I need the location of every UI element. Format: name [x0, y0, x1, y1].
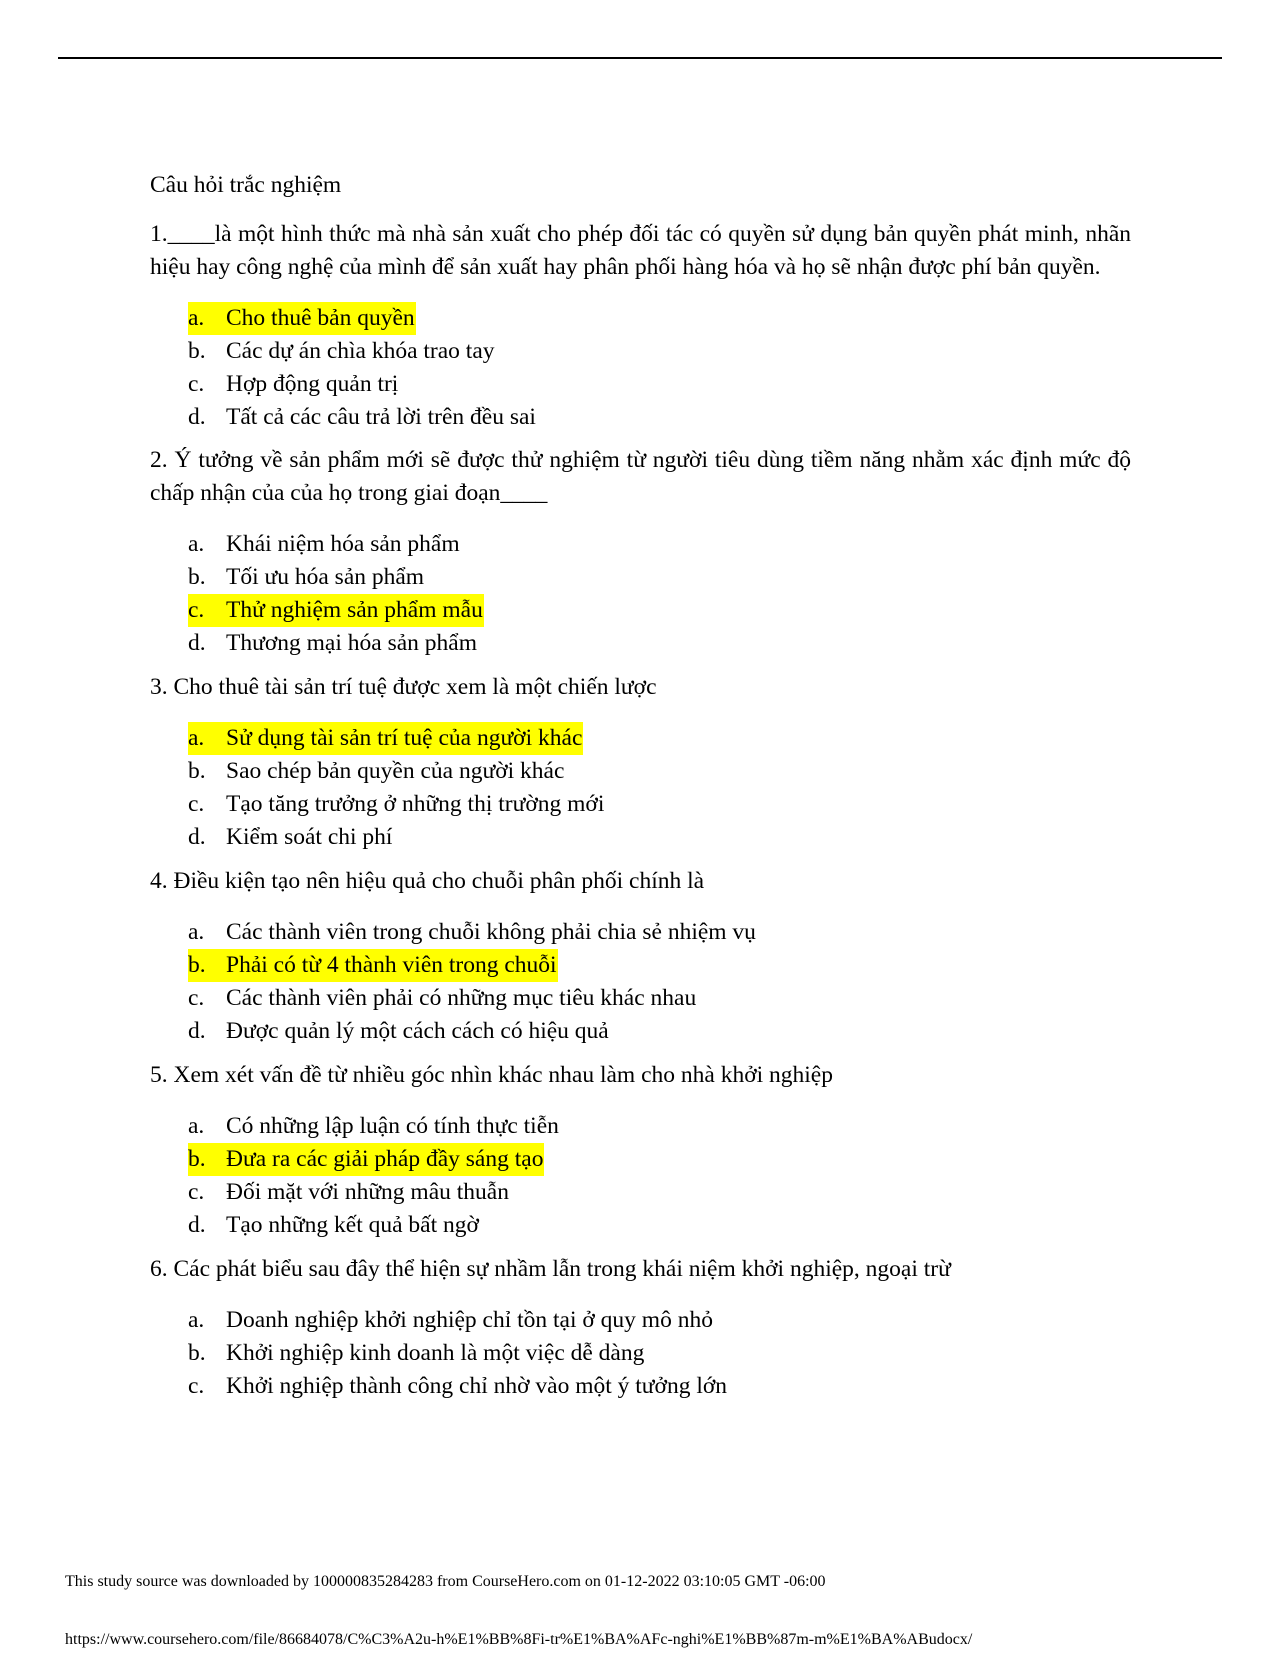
option-text: Tất cả các câu trả lời trên đều sai [226, 404, 536, 430]
document-body [150, 168, 1131, 1403]
option-item [188, 982, 1131, 1015]
option-text: Được quản lý một cách cách có hiệu quả [226, 1018, 609, 1044]
option-text: Thử nghiệm sản phẩm mẫu [226, 597, 483, 623]
option-letter: b. [188, 1146, 206, 1172]
option-letter: d. [188, 630, 206, 656]
option-item [188, 755, 1131, 788]
question-text: 2. Ý tưởng về sản phẩm mới sẽ được thử nghiệm từ người tiêu dùng tiềm năng nhằm xác định mức độ chấp nhận của của họ trong giai đoạn____ [150, 447, 1131, 506]
question-text: 3. Cho thuê tài sản trí tuệ được xem là một chiến lược [150, 674, 657, 700]
question-1 [150, 218, 1131, 434]
download-source-notice: This study source was downloaded by 100000835284283 from CourseHero.com on 01-12-2022 03:10:05 GMT -06:00 [65, 1573, 826, 1590]
option-list [150, 1110, 1131, 1242]
option-item [188, 594, 1131, 627]
option-text: Thương mại hóa sản phẩm [226, 630, 477, 656]
option-letter: a. [188, 725, 205, 751]
question-5 [150, 1058, 1131, 1242]
option-item [188, 1370, 1131, 1403]
option-item [188, 916, 1131, 949]
option-text: Tạo những kết quả bất ngờ [226, 1212, 479, 1238]
option-text: Cho thuê bản quyền [226, 305, 415, 331]
option-list [150, 916, 1131, 1048]
option-letter: b. [188, 1340, 206, 1366]
option-text: Tạo tăng trưởng ở những thị trường mới [226, 791, 605, 817]
option-item [188, 335, 1131, 368]
option-text: Khởi nghiệp thành công chỉ nhờ vào một ý tưởng lớn [226, 1373, 728, 1399]
option-letter: a. [188, 1307, 205, 1333]
option-list [150, 1304, 1131, 1403]
option-text: Đưa ra các giải pháp đầy sáng tạo [226, 1146, 544, 1172]
option-text: Các thành viên trong chuỗi không phải chia sẻ nhiệm vụ [226, 919, 756, 945]
option-item [188, 1337, 1131, 1370]
question-4 [150, 864, 1131, 1048]
option-letter: c. [188, 371, 205, 397]
option-letter: a. [188, 1113, 205, 1139]
option-letter: d. [188, 404, 206, 430]
header-rule [58, 57, 1222, 59]
document-title: Câu hỏi trắc nghiệm [150, 172, 342, 198]
option-item [188, 1209, 1131, 1242]
option-item [188, 1304, 1131, 1337]
option-item [188, 821, 1131, 854]
option-letter: c. [188, 597, 205, 623]
option-item [188, 1015, 1131, 1048]
option-item [188, 722, 1131, 755]
question-text: 6. Các phát biểu sau đây thể hiện sự nhầm lẫn trong khái niệm khởi nghiệp, ngoại trừ [150, 1256, 951, 1282]
option-item [188, 1143, 1131, 1176]
option-letter: c. [188, 1373, 205, 1399]
option-item [188, 561, 1131, 594]
option-text: Các thành viên phải có những mục tiêu khác nhau [226, 985, 697, 1011]
option-letter: b. [188, 758, 206, 784]
question-text: 5. Xem xét vấn đề từ nhiều góc nhìn khác nhau làm cho nhà khởi nghiệp [150, 1062, 833, 1088]
option-list [150, 528, 1131, 660]
option-item [188, 1176, 1131, 1209]
option-letter: a. [188, 531, 205, 557]
option-item [188, 368, 1131, 401]
option-text: Sử dụng tài sản trí tuệ của người khác [226, 725, 583, 751]
option-letter: b. [188, 564, 206, 590]
option-text: Phải có từ 4 thành viên trong chuỗi [226, 952, 557, 978]
option-letter: b. [188, 952, 206, 978]
option-list [150, 722, 1131, 854]
option-text: Khởi nghiệp kinh doanh là một việc dễ dàng [226, 1340, 645, 1366]
option-letter: b. [188, 338, 206, 364]
option-item [188, 401, 1131, 434]
option-text: Khái niệm hóa sản phẩm [226, 531, 460, 557]
question-text: 1.____là một hình thức mà nhà sản xuất cho phép đối tác có quyền sử dụng bản quyền phát minh, nhãn hiệu hay công nghệ của mình để sản xuất hay phân phối hàng hóa và họ sẽ nhận được phí bản quyền. [150, 221, 1131, 280]
option-letter: d. [188, 824, 206, 850]
option-item [188, 1110, 1131, 1143]
option-letter: c. [188, 985, 205, 1011]
option-text: Kiểm soát chi phí [226, 824, 393, 850]
option-letter: d. [188, 1212, 206, 1238]
question-2 [150, 444, 1131, 660]
question-text: 4. Điều kiện tạo nên hiệu quả cho chuỗi phân phối chính là [150, 868, 705, 894]
option-letter: a. [188, 305, 205, 331]
option-letter: c. [188, 791, 205, 817]
source-url[interactable]: https://www.coursehero.com/file/86684078/C%C3%A2u-h%E1%BB%8Fi-tr%E1%BA%AFc-nghi%E1%BB%87m-m%E1%BA%ABudocx/ [65, 1631, 973, 1648]
option-item [188, 627, 1131, 660]
option-letter: d. [188, 1018, 206, 1044]
option-item [188, 949, 1131, 982]
option-text: Có những lập luận có tính thực tiễn [226, 1113, 559, 1139]
option-text: Sao chép bản quyền của người khác [226, 758, 565, 784]
question-6 [150, 1252, 1131, 1403]
option-list [150, 302, 1131, 434]
option-text: Các dự án chìa khóa trao tay [226, 338, 495, 364]
option-item [188, 528, 1131, 561]
option-text: Đối mặt với những mâu thuẫn [226, 1179, 509, 1205]
option-letter: a. [188, 919, 205, 945]
option-letter: c. [188, 1179, 205, 1205]
option-text: Tối ưu hóa sản phẩm [226, 564, 425, 590]
option-item [188, 302, 1131, 335]
question-3 [150, 670, 1131, 854]
option-text: Hợp động quản trị [226, 371, 399, 397]
option-text: Doanh nghiệp khởi nghiệp chỉ tồn tại ở quy mô nhỏ [226, 1307, 713, 1333]
option-item [188, 788, 1131, 821]
